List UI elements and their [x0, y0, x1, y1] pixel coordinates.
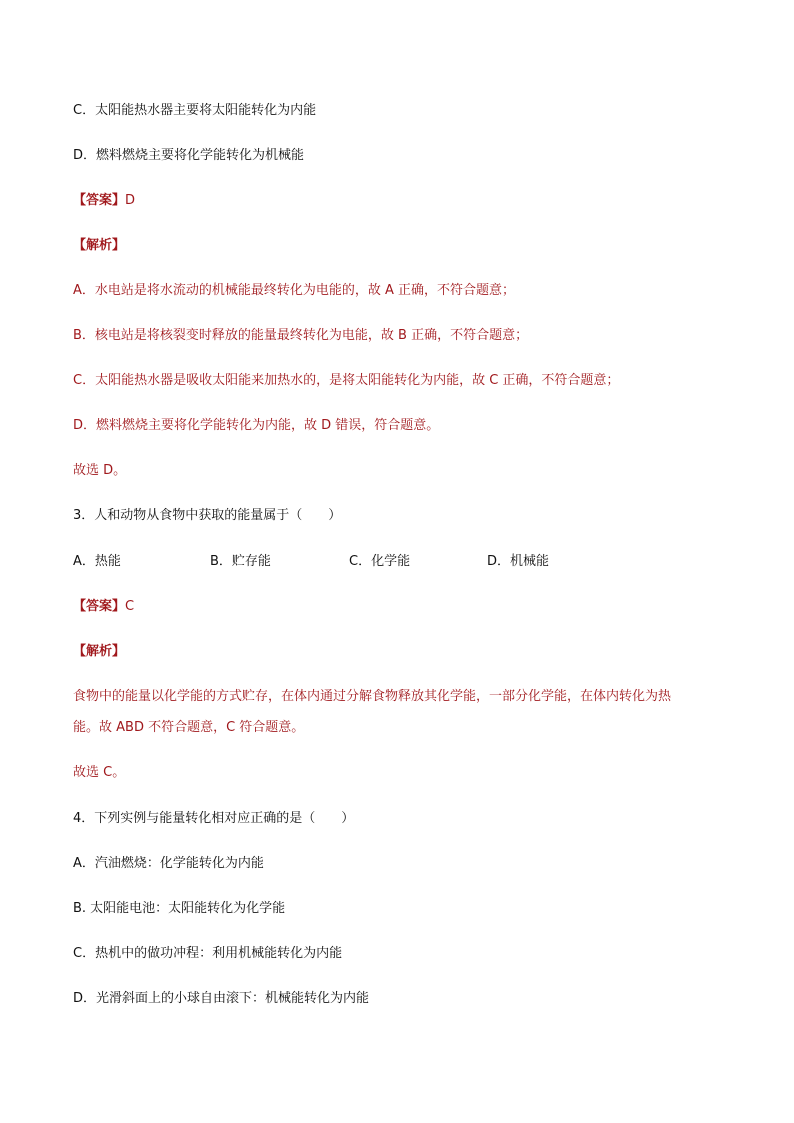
q2-answer: [73, 192, 135, 210]
q2-analysis-line: A．水电站是将水流动的机械能最终转化为电能的，故 A 正确，不符合题意；: [73, 283, 516, 298]
q2-option-d: D．燃料燃烧主要将化学能转化为机械能: [73, 148, 305, 163]
q3-analysis-line: 食物中的能量以化学能的方式贮存，在体内通过分解食物释放其化学能，一部分化学能，在体内转化为热: [73, 689, 672, 704]
q4-stem: 4．下列实例与能量转化相对应正确的是（ ）: [73, 811, 355, 826]
q3-answer: [73, 598, 134, 616]
q3-analysis-label: 【解析】: [73, 644, 126, 659]
q3-analysis-line: 能。故 ABD 不符合题意，C 符合题意。: [73, 720, 305, 735]
q3-option-b: B．贮存能: [210, 554, 271, 569]
q2-analysis-line: C．太阳能热水器是吸收太阳能来加热水的，是将太阳能转化为内能，故 C 正确，不符合题意；: [73, 373, 620, 388]
q4-option-b: B. 太阳能电池：太阳能转化为化学能: [73, 901, 286, 916]
answer-label: 【答案】: [73, 599, 126, 614]
q2-option-c: C．太阳能热水器主要将太阳能转化为内能: [73, 103, 317, 118]
q2-analysis-label: 【解析】: [73, 238, 126, 253]
q3-conclusion: 故选 C。: [73, 765, 126, 780]
q3-stem: 3．人和动物从食物中获取的能量属于（ ）: [73, 508, 342, 523]
q2-analysis-line: B．核电站是将核裂变时释放的能量最终转化为电能，故 B 正确，不符合题意；: [73, 328, 529, 343]
q2-analysis-line: D．燃料燃烧主要将化学能转化为内能，故 D 错误，符合题意。: [73, 418, 440, 433]
q2-conclusion: 故选 D。: [73, 463, 127, 478]
q3-option-d: D．机械能: [487, 554, 550, 569]
q3-option-a: A．热能: [73, 554, 121, 569]
q4-option-d: D．光滑斜面上的小球自由滚下：机械能转化为内能: [73, 991, 370, 1006]
q3-option-c: C．化学能: [349, 554, 411, 569]
q4-option-c: C．热机中的做功冲程：利用机械能转化为内能: [73, 946, 343, 961]
q4-option-a: A．汽油燃烧：化学能转化为内能: [73, 856, 264, 871]
answer-value: D: [125, 193, 136, 208]
answer-value: C: [125, 599, 135, 614]
answer-label: 【答案】: [73, 193, 126, 208]
